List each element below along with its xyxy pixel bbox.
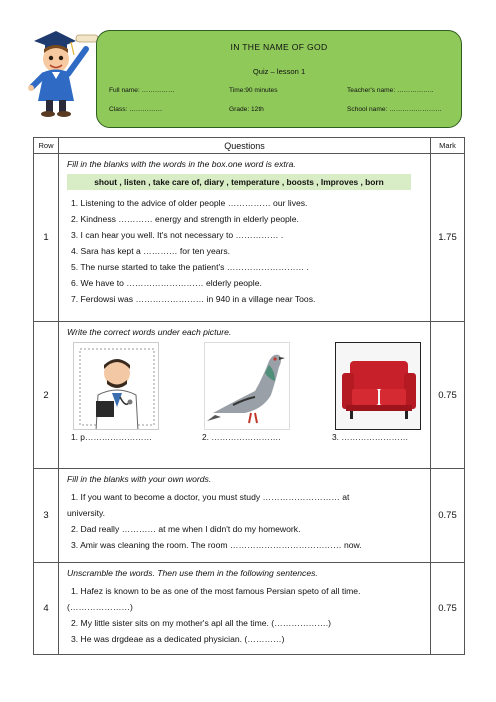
word-box: shout , listen , take care of, diary , temperature , boosts , Improves , born	[67, 174, 411, 190]
question-3-instruction: Fill in the blanks with your own words.	[67, 474, 212, 484]
row-number: 3	[34, 469, 59, 563]
question-row-2	[34, 322, 465, 469]
pigeon-picture	[204, 342, 290, 430]
question-4-instruction: Unscramble the words. Then use them in the following sentences.	[67, 568, 318, 578]
time-field: Time:90 minutes	[229, 87, 278, 94]
graduate-boy-mascot-icon	[26, 27, 104, 119]
row-column-header: Row	[34, 138, 59, 154]
row-number: 2	[34, 322, 59, 469]
question-4-cell	[59, 563, 431, 655]
question-2-instruction: Write the correct words under each picture.	[67, 327, 232, 337]
row-number: 4	[34, 563, 59, 655]
red-sofa-icon	[336, 343, 421, 430]
picture-2-blank: 2. …………………….	[202, 432, 281, 442]
header-title: IN THE NAME OF GOD	[230, 42, 328, 52]
doctor-icon	[74, 343, 159, 430]
q1-item-5: 5. The nurse started to take the patient's ……………………… .	[71, 262, 309, 272]
question-1-instruction: Fill in the blanks with the words in the box.one word is extra.	[67, 159, 296, 169]
grade-field: Grade: 12th	[229, 106, 264, 113]
mark-value: 0.75	[431, 469, 465, 563]
row-number: 1	[34, 154, 59, 322]
q1-item-6: 6. We have to ……………………… elderly people.	[71, 278, 262, 288]
sofa-picture	[335, 342, 421, 430]
q4-item-2: 2. My little sister sits on my mother's apl all the time. (……………….)	[71, 618, 331, 628]
school-name-field: School name: ……………………	[347, 106, 442, 113]
question-1-cell	[59, 154, 431, 322]
q4-item-1: 1. Hafez is known to be as one of the most famous Persian speto of all time.	[71, 586, 361, 596]
q4-item-1-continued: (…………………)	[67, 602, 133, 612]
doctor-picture	[73, 342, 159, 430]
teacher-name-field: Teacher's name: ……………..	[347, 87, 434, 94]
mark-column-header: Mark	[431, 138, 465, 154]
q1-item-1: 1. Listening to the advice of older people …………… our lives.	[71, 198, 308, 208]
class-field: Class: ……………	[109, 106, 163, 113]
question-row-4	[34, 563, 465, 655]
q1-item-7: 7. Ferdowsi was …………………… in 940 in a village near Toos.	[71, 294, 316, 304]
mark-value: 1.75	[431, 154, 465, 322]
q1-item-2: 2. Kindness ………… energy and strength in elderly people.	[71, 214, 299, 224]
question-row-3	[34, 469, 465, 563]
q1-item-3: 3. I can hear you well. It's not necessary to …………… .	[71, 230, 284, 240]
q3-item-3: 3. Amir was cleaning the room. The room ………………………………… now.	[71, 540, 362, 550]
q3-item-2: 2. Dad really ………… at me when I didn't do my homework.	[71, 524, 301, 534]
picture-3-blank: 3. ……………………	[332, 432, 409, 442]
question-2-cell	[59, 322, 431, 469]
quiz-header-card	[96, 30, 462, 128]
mark-value: 0.75	[431, 563, 465, 655]
picture-row	[67, 342, 424, 438]
picture-1-blank: 1. p……………………	[71, 432, 152, 442]
q3-item-1: 1. If you want to become a doctor, you must study ……………………… at	[71, 492, 350, 502]
quiz-table	[33, 137, 465, 655]
q3-item-1-continued: university.	[67, 508, 106, 518]
mark-value: 0.75	[431, 322, 465, 469]
questions-column-header: Questions	[59, 138, 431, 154]
header-subtitle: Quiz – lesson 1	[252, 67, 306, 76]
question-row-1	[34, 154, 465, 322]
pigeon-icon	[205, 343, 290, 430]
full-name-field: Full name: ……………	[109, 87, 175, 94]
question-3-cell	[59, 469, 431, 563]
q1-item-4: 4. Sara has kept a ………… for ten years.	[71, 246, 231, 256]
q4-item-3: 3. He was drgdeae as a dedicated physician. (…………)	[71, 634, 285, 644]
table-header-row	[34, 138, 465, 154]
